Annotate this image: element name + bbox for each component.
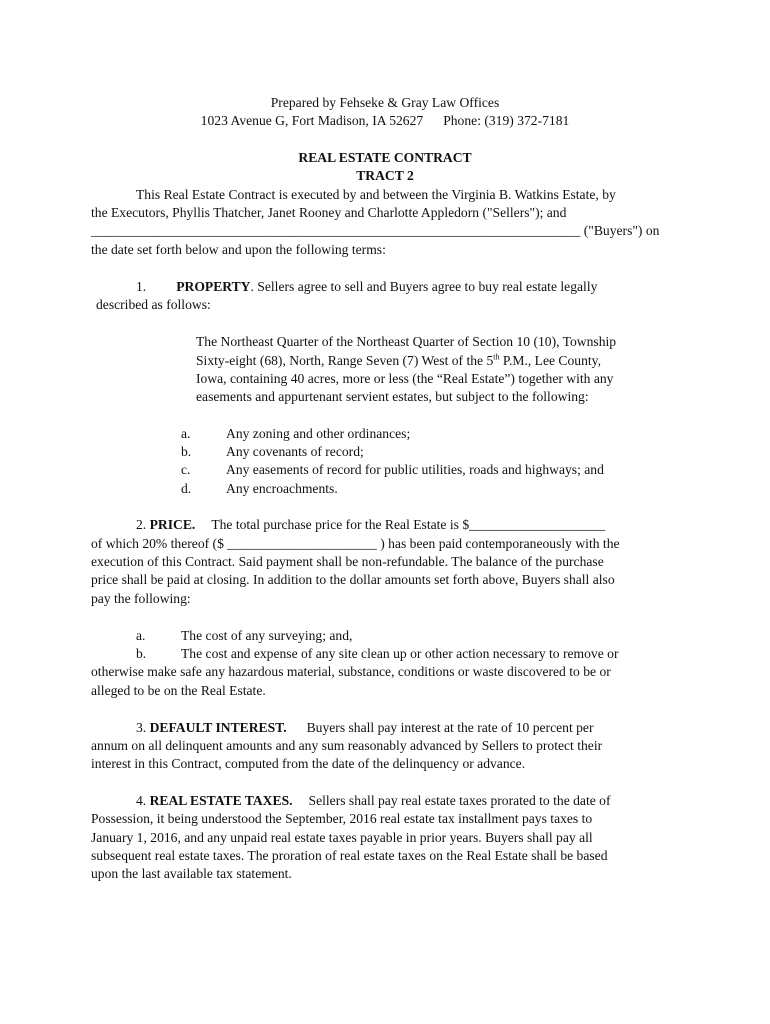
list-item: The cost of any surveying; and, xyxy=(181,628,353,643)
prepared-by: Prepared by Fehseke & Gray Law Offices xyxy=(270,95,500,110)
section-taxes-line-5: upon the last available tax statement. xyxy=(91,866,292,881)
section-number: 1. xyxy=(136,279,147,294)
legal-description-line-1: The Northeast Quarter of the Northeast Quarter of Section 10 (10), Township xyxy=(196,334,617,349)
section-heading: PRICE. xyxy=(149,517,196,532)
list-item-letter: a. xyxy=(181,426,191,441)
section-price-line-5: pay the following: xyxy=(91,591,191,606)
section-default-interest-line-3: interest in this Contract, computed from the date of the delinquency or advance. xyxy=(91,756,526,771)
list-item: Any easements of record for public utilities, roads and highways; and xyxy=(226,462,604,477)
legal-description-line-3: Iowa, containing 40 acres, more or less (the “Real Estate”) together with any xyxy=(196,371,614,386)
section-taxes-line-4: subsequent real estate taxes. The proration of real estate taxes on the Real Estate shall be based xyxy=(91,848,608,863)
buyers-blank-line: ________________________________________________________________________ ("Buyers") on xyxy=(91,223,660,238)
list-item: Any encroachments. xyxy=(226,481,338,496)
section-price-line-2: of which 20% thereof ($ ______________________ ) has been paid contemporaneously with the xyxy=(91,536,620,551)
section-default-interest-line-1: 3. DEFAULT INTEREST. Buyers shall pay interest at the rate of 10 percent per xyxy=(136,720,594,735)
prepared-by-line xyxy=(0,94,770,112)
intro-line-2: the Executors, Phyllis Thatcher, Janet Rooney and Charlotte Appledorn ("Sellers"); and xyxy=(91,205,567,220)
section-taxes-line-3: January 1, 2016, and any unpaid real estate taxes payable in prior years. Buyers shall pay all xyxy=(91,830,593,845)
list-item-continued: otherwise make safe any hazardous material, substance, conditions or waste discovered to be or xyxy=(91,664,611,679)
section-heading: DEFAULT INTEREST. xyxy=(149,720,287,735)
section-taxes-line-2: Possession, it being understood the September, 2016 real estate tax installment pays taxes to xyxy=(91,811,593,826)
intro-line-4: the date set forth below and upon the following terms: xyxy=(91,242,386,257)
list-item: Any zoning and other ordinances; xyxy=(226,426,411,441)
section-price-line-4: price shall be paid at closing. In addition to the dollar amounts set forth above, Buyers shall also xyxy=(91,572,615,587)
contract-title: REAL ESTATE CONTRACT xyxy=(298,150,472,165)
section-price-line-1: 2. PRICE. The total purchase price for the Real Estate is $____________________ xyxy=(136,517,606,532)
office-phone: Phone: (319) 372-7181 xyxy=(443,113,570,128)
section-property-line-2: described as follows: xyxy=(96,297,211,312)
list-item: Any covenants of record; xyxy=(226,444,364,459)
section-heading: PROPERTY xyxy=(176,279,251,294)
intro-line-1: This Real Estate Contract is executed by and between the Virginia B. Watkins Estate, by xyxy=(136,187,616,202)
list-item-letter: b. xyxy=(136,646,147,661)
contract-subtitle: TRACT 2 xyxy=(356,168,414,183)
list-item-letter: b. xyxy=(181,444,192,459)
section-price-line-3: execution of this Contract. Said payment shall be non-refundable. The balance of the purchase xyxy=(91,554,604,569)
legal-description-line-2: Sixty-eight (68), North, Range Seven (7) West of the 5th P.M., Lee County, xyxy=(196,352,601,368)
section-default-interest-line-2: annum on all delinquent amounts and any sum reasonably advanced by Sellers to protect their xyxy=(91,738,603,753)
section-property-line-1: 1. PROPERTY. Sellers agree to sell and Buyers agree to buy real estate legally xyxy=(136,279,598,294)
address-line xyxy=(0,112,770,130)
list-item: The cost and expense of any site clean up or other action necessary to remove or xyxy=(181,646,619,661)
office-address: 1023 Avenue G, Fort Madison, IA 52627 xyxy=(200,113,424,128)
legal-description-line-4: easements and appurtenant servient estates, but subject to the following: xyxy=(196,389,589,404)
list-item-letter: c. xyxy=(181,462,191,477)
list-item-continued: alleged to be on the Real Estate. xyxy=(91,683,266,698)
list-item-letter: a. xyxy=(136,628,146,643)
list-item-letter: d. xyxy=(181,481,192,496)
section-heading: REAL ESTATE TAXES. xyxy=(149,793,293,808)
section-taxes-line-1: 4. REAL ESTATE TAXES. Sellers shall pay real estate taxes prorated to the date of xyxy=(136,793,611,808)
